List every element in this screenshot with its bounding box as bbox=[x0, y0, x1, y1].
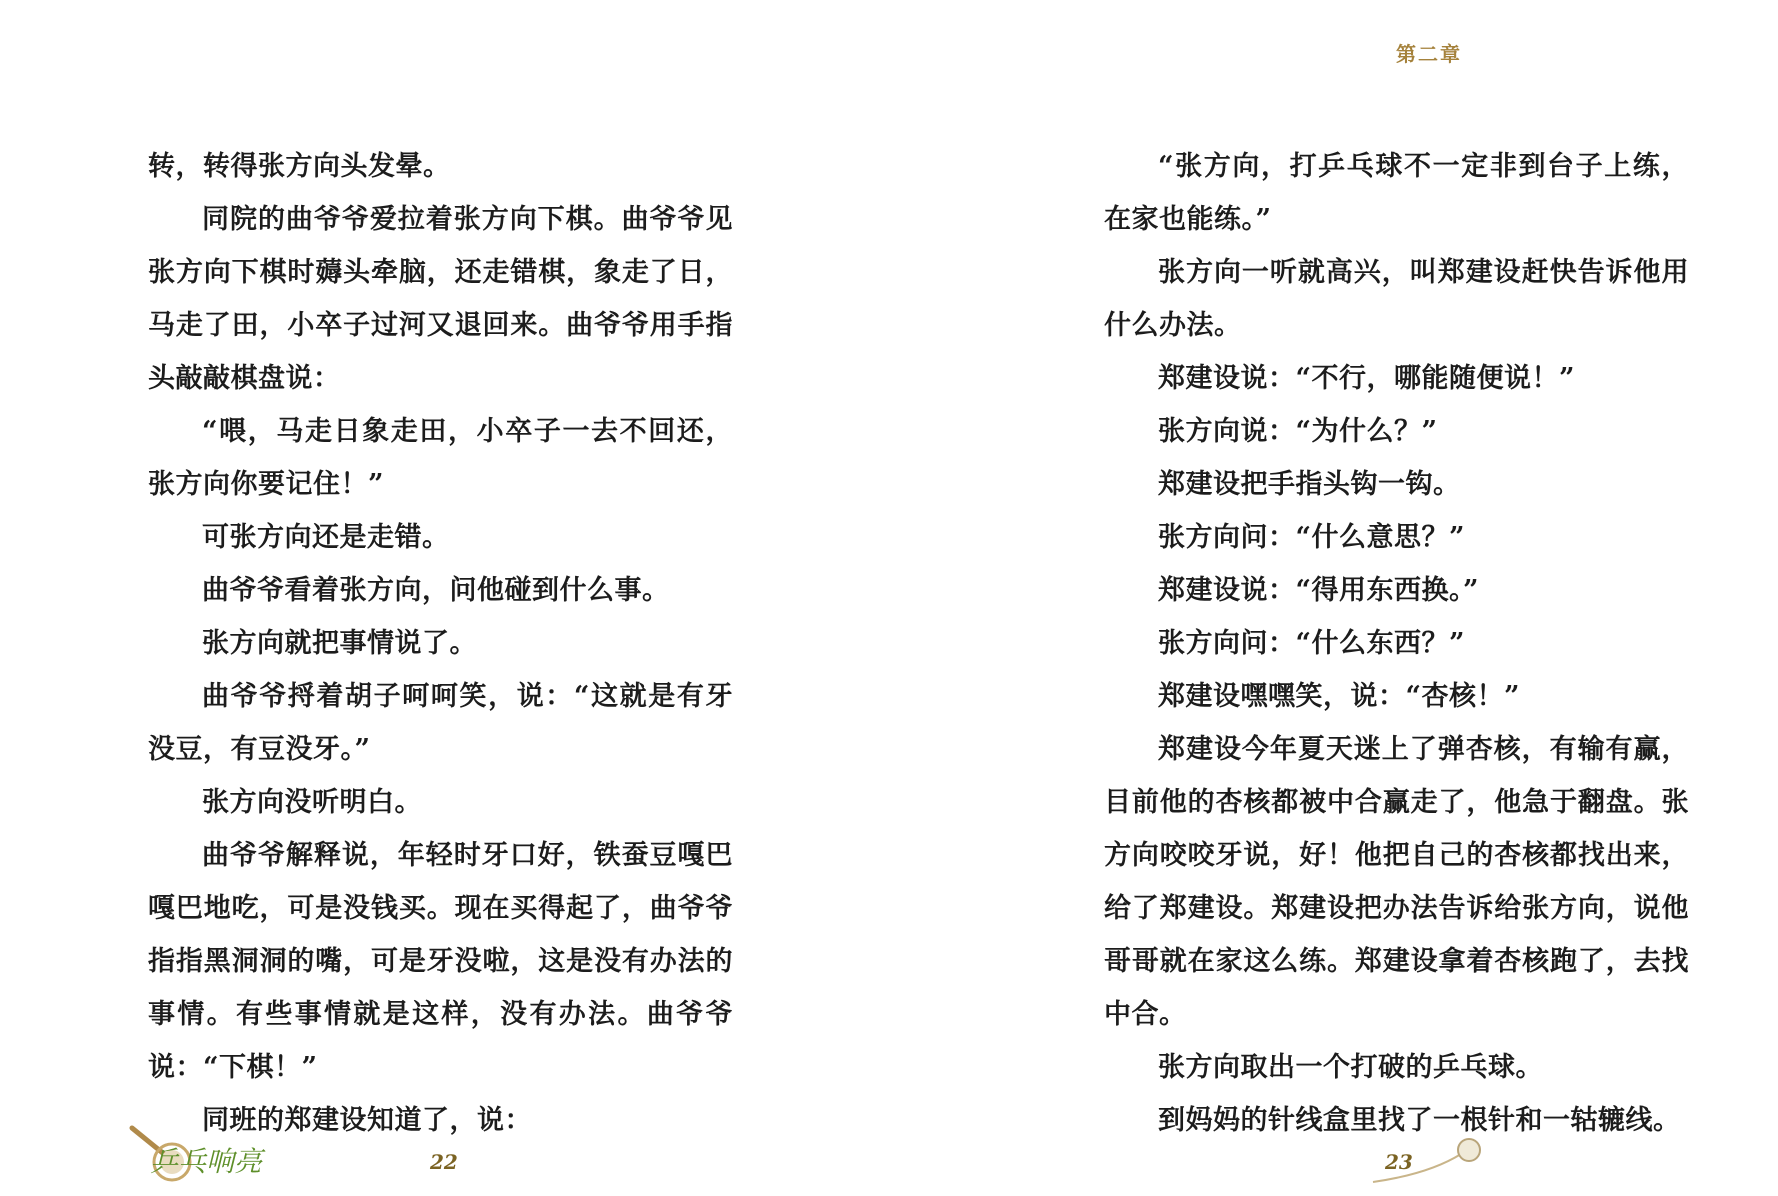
right-page bbox=[889, 0, 1778, 1196]
paragraph: 张方向一听就高兴，叫郑建设赶快告诉他用什么办法。 bbox=[1104, 257, 1689, 341]
paragraph: 郑建设今年夏天迷上了弹杏核，有输有赢，目前他的杏核都被中合赢走了，他急于翻盘。张方向咬咬牙说，好！他把自己的杏核都找出来，给了郑建设。郑建设把办法告诉给张方向，说他哥哥就在家这么练。郑建设拿着杏核跑了，去找中合。 bbox=[1104, 734, 1689, 1030]
chapter-header: 第二章 bbox=[1396, 42, 1462, 66]
book-logo-text: 乒乓响亮 bbox=[150, 1145, 263, 1178]
paragraph: 张方向问：“什么东西？” bbox=[1158, 628, 1466, 659]
paragraph: 曲爷爷捋着胡子呵呵笑，说：“这就是有牙没豆，有豆没牙。” bbox=[148, 681, 733, 765]
paragraph: 郑建设把手指头钩一钩。 bbox=[1158, 469, 1461, 500]
paragraph: 同班的郑建设知道了，说： bbox=[202, 1105, 532, 1136]
paragraph: 张方向问：“什么意思？” bbox=[1158, 522, 1466, 553]
paragraph: 张方向就把事情说了。 bbox=[202, 628, 477, 659]
paragraph: “张方向，打乒乓球不一定非到台子上练，在家也能练。” bbox=[1104, 151, 1689, 235]
paragraph: 可张方向还是走错。 bbox=[202, 522, 450, 553]
paragraph: 曲爷爷看着张方向，问他碰到什么事。 bbox=[202, 575, 670, 606]
page-number-right: 23 bbox=[1385, 1150, 1413, 1174]
paragraph: 曲爷爷解释说，年轻时牙口好，铁蚕豆嘎巴嘎巴地吃，可是没钱买。现在买得起了，曲爷爷指指黑洞洞的嘴，可是牙没啦，这是没有办法的事情。有些事情就是这样，没有办法。曲爷爷说：“下棋！” bbox=[148, 840, 733, 1083]
paragraph: 到妈妈的针线盒里找了一根针和一轱辘线。 bbox=[1158, 1105, 1681, 1136]
paragraph: “喂，马走日象走田，小卒子一去不回还，张方向你要记住！” bbox=[148, 416, 733, 500]
left-page-body bbox=[148, 140, 733, 1147]
paragraph: 郑建设说：“不行，哪能随便说！” bbox=[1158, 363, 1576, 394]
page-number-left: 22 bbox=[430, 1150, 458, 1174]
paragraph: 郑建设嘿嘿笑，说：“杏核！” bbox=[1158, 681, 1521, 712]
paragraph: 张方向取出一个打破的乒乓球。 bbox=[1158, 1052, 1543, 1083]
pingpong-ball-icon bbox=[1369, 1130, 1489, 1190]
right-page-body bbox=[1104, 140, 1689, 1147]
paragraph: 同院的曲爷爷爱拉着张方向下棋。曲爷爷见张方向下棋时薅头牵脑，还走错棋，象走了日，马走了田，小卒子过河又退回来。曲爷爷用手指头敲敲棋盘说： bbox=[148, 204, 733, 394]
paragraph: 张方向没听明白。 bbox=[202, 787, 422, 818]
paragraph: 张方向说：“为什么？” bbox=[1158, 416, 1438, 447]
paragraph: 郑建设说：“得用东西换。” bbox=[1158, 575, 1480, 606]
paragraph: 转，转得张方向头发晕。 bbox=[148, 151, 451, 182]
